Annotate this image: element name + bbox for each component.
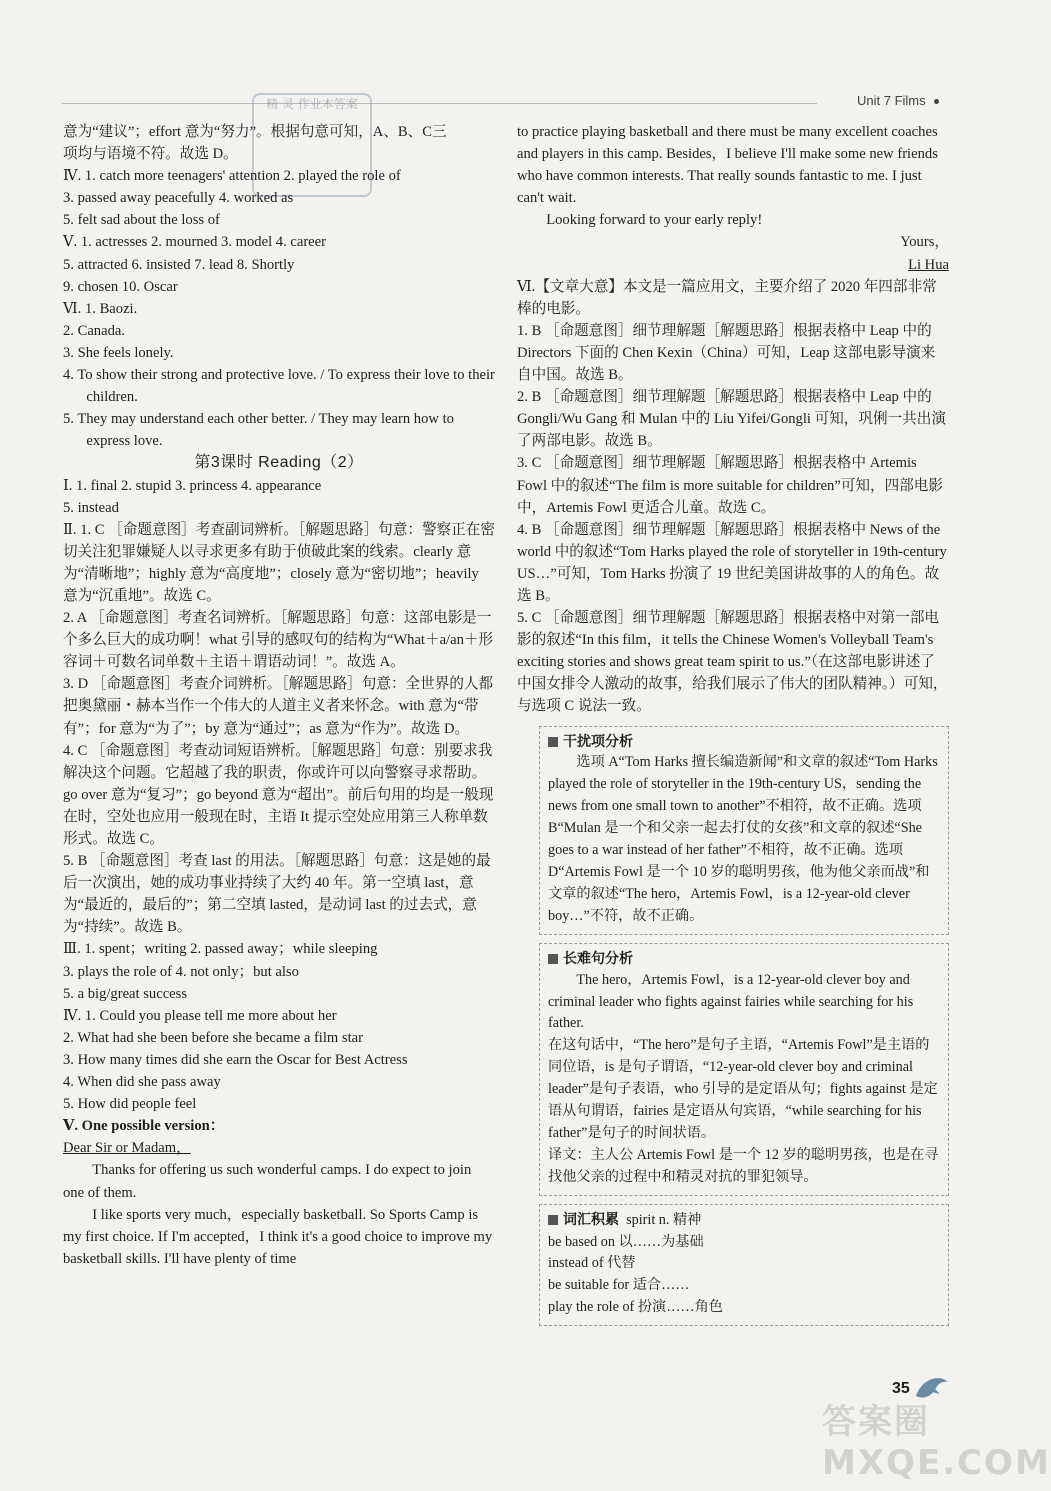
vocab-item: be based on 以……为基础 [548,1233,704,1250]
answer-line: 3. C ［命题意图］细节理解题［解题思路］根据表格中 Artemis Fowl 中的叙述“The film is more suitable for children”可知，四部电影中，Artemis Fowl 更适合儿童。故选 C。 [517,455,943,516]
page-number: 35 [892,1380,910,1397]
answer-line: 3. passed away peacefully 4. worked as [63,190,294,207]
box-line: The hero，Artemis Fowl，is a 12-year-old clever boy and criminal leader who fights against fairies while searching for his father. [548,971,914,1032]
answer-line: Li Hua [908,256,949,273]
answer-line: 5. They may understand each other better. / They may learn how to express love. [63,411,454,450]
answer-line: Ⅱ. 1. C ［命题意图］考查副词辨析。［解题思路］句意：警察正在密切关注犯罪嫌疑人以寻求更多有助于侦破此案的线索。clearly 意为“清晰地”；highly 意为“高度地”；closely 意为“密切地”；heavily 意为“沉重地”。故选 C。 [63,521,495,604]
answer-line: Yours， [900,234,949,251]
answer-line: 4. To show their strong and protective love. / To express their love to their children. [63,367,495,406]
answer-line: Ⅵ.【文章大意】本文是一篇应用文，主要介绍了 2020 年四部非常棒的电影。 [517,278,937,317]
answer-line: Ⅳ. 1. Could you please tell me more about her [63,1007,337,1024]
answer-line: 5. C ［命题意图］细节理解题［解题思路］根据表格中对第一部电影的叙述“In this film，it tells the Chinese Women's Volleyball Team's exciting stories and shows great team spirit to us.”（在这部电影讲述了中国女排令人激动的故事，给我们展示了伟大的团队精神。）可知，与选项 C 说法一致。 [517,610,948,715]
answer-line: 5. B ［命题意图］考查 last 的用法。［解题思路］句意：这是她的最后一次演出，她的成功事业持续了大约 40 年。第一空填 last，意为“最近的，最后的”；第二空填 lasted，是动词 last 的过去式，意为“持续”。故选 B。 [63,853,491,936]
long-sentence-box [539,943,949,1196]
answer-line: Ⅴ. One possible version： [63,1118,225,1135]
box-title: 干扰项分析 [548,731,940,753]
answer-line: 1. B ［命题意图］细节理解题［解题思路］根据表格中 Leap 中的 Directors 下面的 Chen Kexin（China）可知，Leap 这部电影导演来自中国。故选 B。 [517,322,936,384]
right-column [517,121,949,1332]
answer-line: Ⅰ. 1. final 2. stupid 3. princess 4. appearance [63,477,322,494]
box-line: 译文：主人公 Artemis Fowl 是一个 12 岁的聪明男孩，也是在寻找他父亲的过程中和精灵对抗的罪犯领导。 [548,1146,939,1185]
answer-line: Ⅲ. 1. spent；writing 2. passed away；while sleeping [63,941,378,958]
answer-line: 4. C ［命题意图］考查动词短语辨析。［解题思路］句意：别要求我解决这个问题。它超越了我的职责，你或许可以向警察寻求帮助。go over 意为“复习”；go beyond 意为“超出”。前后句用的均是一般现在时，空处也应用一般现在时，主语 It 提示空处应用第三人称单数形式。故选 C。 [63,742,494,847]
answer-line: 项均与语境不符。故选 D。 [63,146,238,163]
answer-line: 4. When did she pass away [63,1074,221,1091]
right-column-text [517,121,949,718]
answer-line: Looking forward to your early reply! [546,212,763,229]
answer-line: 3. How many times did she earn the Oscar for Best Actress [63,1051,408,1068]
answer-line: I like sports very much，especially basketball. So Sports Camp is my first choice. If I'm accepted，I think it's a good choice to improve my basketball skills. I'll have plenty of time [63,1206,493,1267]
answer-line: Ⅳ. 1. catch more teenagers' attention 2. played the role of [63,168,401,185]
answer-line: 2. B ［命题意图］细节理解题［解题思路］根据表格中 Leap 中的 Gongli/Wu Gang 和 Mulan 中的 Liu Yifei/Gongli 可知，巩俐一共出演了两部电影。故选 B。 [517,389,946,450]
answer-line: 4. B ［命题意图］细节理解题［解题思路］根据表格中 News of the world 中的叙述“Tom Harks played the role of storyteller in 19th-century US…”可知，Tom Harks 扮演了 19 世纪美国讲故事的人的角色。故选 B。 [517,521,947,604]
answer-line: 5. felt sad about the loss of [63,212,220,229]
box-line: 在这句话中，“The hero”是句子主语，“Artemis Fowl”是主语的同位语，is 是句子谓语，“12-year-old clever boy and criminal leader”是句子表语，who 引导的是定语从句；fights against 是定语从句谓语，fairies 是定语从句宾语，“while searching for his father”是句子的时间状语。 [548,1037,938,1141]
answer-line: 3. She feels lonely. [63,344,174,361]
stamp-watermark: 精 灵 作业本答案 [252,93,372,197]
bullet-icon [934,99,939,104]
answer-line: Dear Sir or Madam， [63,1140,191,1157]
left-column [63,121,495,1270]
box-title: 长难句分析 [548,948,940,970]
vocabulary-box [539,1204,949,1327]
unit-label: Unit 7 Films [857,93,939,108]
answer-line: 2. A ［命题意图］考查名词辨析。［解题思路］句意：这部电影是一个多么巨大的成功啊！what 引导的感叹句的结构为“What＋a/an＋形容词＋可数名词单数＋主语＋谓语动词！”。故选 A。 [63,610,494,671]
vocab-head [548,1209,940,1232]
header-rule [62,103,817,104]
watermark-text: 答案圈 MXQE.COM [822,1402,1051,1483]
vocab-item: play the role of 扮演……角色 [548,1299,723,1316]
lesson-title: 第3课时 Reading（2） [194,454,364,472]
answer-line: 5. attracted 6. insisted 7. lead 8. Shortly [63,256,295,273]
answer-line: 5. a big/great success [63,985,188,1002]
box-text: 选项 A“Tom Harks 擅长编造新闻”和文章的叙述“Tom Harks played the role of storyteller in the 19th-century US，sending the news from one small town to another”不相符，故不正确。选项 B“Mulan 是一个和父亲一起去打仗的女孩”和文章的叙述“She goes to a war instead of her father”不相符，故不正确。选项 D“Artemis Fowl 是一个 10 岁的聪明男孩，他为他父亲而战”和文章的叙述“The hero，Artemis Fowl，is a 12-year-old clever boy…”不符，故不正确。 [548,754,938,924]
answer-line: 2. Canada. [63,322,126,339]
answer-line: 2. What had she been before she became a film star [63,1029,363,1046]
distractor-analysis-box [539,726,949,935]
vocab-item: instead of 代替 [548,1255,636,1272]
answer-line: 9. chosen 10. Oscar [63,278,178,295]
answer-line: 3. D ［命题意图］考查介词辨析。［解题思路］句意：全世界的人都把奥黛丽・赫本当作一个伟大的人道主义者来怀念。with 意为“带有”；for 意为“为了”；by 意为“通过”；as 意为“作为”。故选 D。 [63,676,494,737]
answer-line: Ⅵ. 1. Baozi. [63,300,138,317]
answer-line: 3. plays the role of 4. not only；but also [63,963,299,980]
answer-line: 意为“建议”；effort 意为“努力”。根据句意可知，A、B、C三 [63,124,447,140]
answer-line: 5. instead [63,499,119,516]
vocab-item: spirit n. 精神 [626,1211,702,1228]
answer-line: Thanks for offering us such wonderful camps. I do expect to join one of them. [63,1162,472,1201]
vocab-item: be suitable for 适合…… [548,1277,690,1294]
answer-line: 5. How did people feel [63,1096,197,1113]
answer-line: to practice playing basketball and there must be many excellent coaches and players in this camp. Besides，I believe I'll make some new friends who have common interests. That really sounds fantastic to me. I just can't wait. [517,124,938,207]
box-title: 词汇积累 [548,1211,619,1227]
answer-line: Ⅴ. 1. actresses 2. mourned 3. model 4. career [63,234,327,251]
